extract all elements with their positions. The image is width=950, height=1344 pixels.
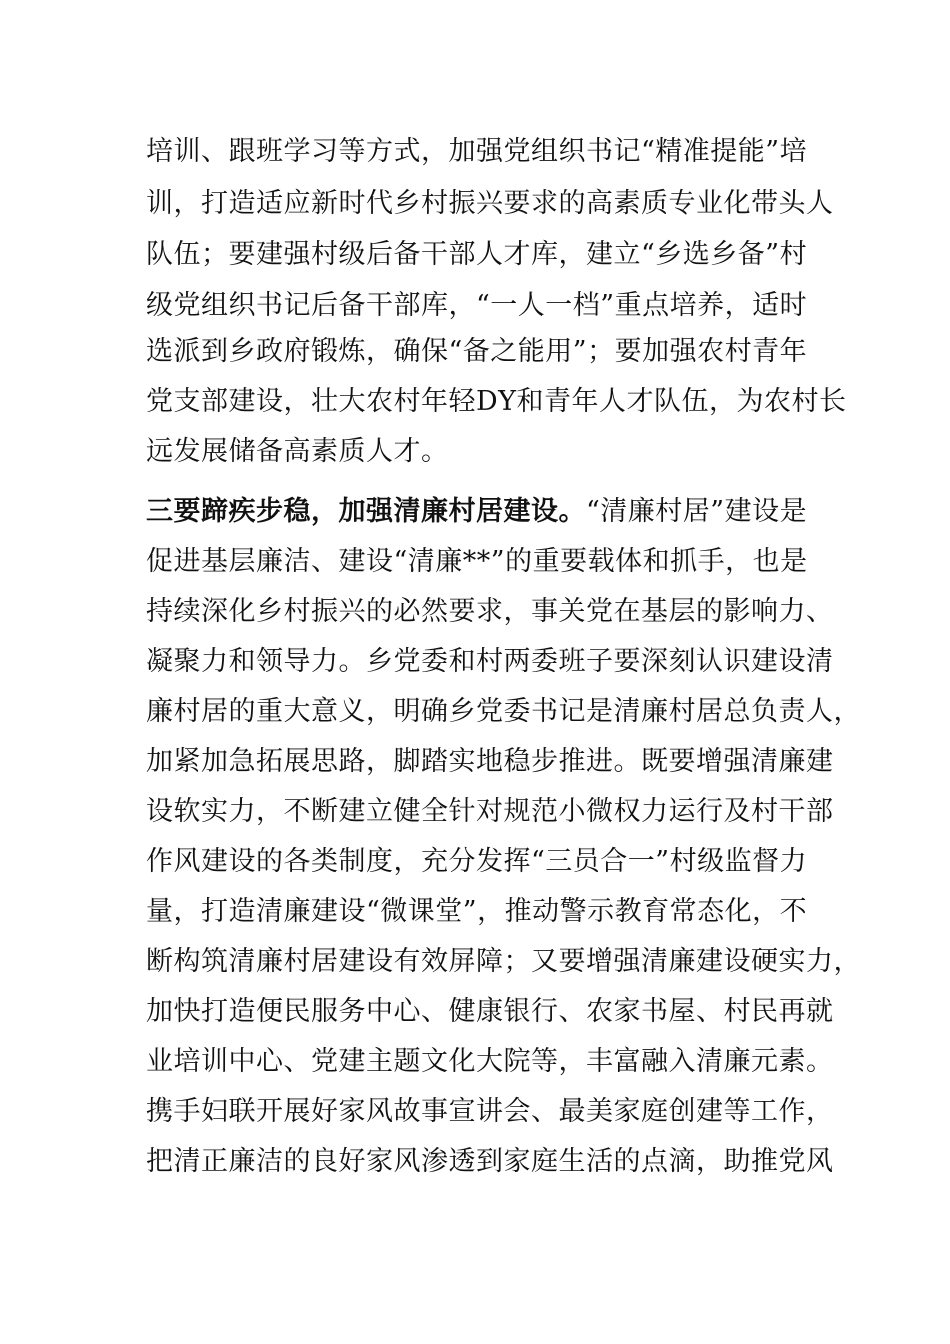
p2-line-13: 携手妇联开展好家风故事宣讲会、最美家庭创建等工作， — [146, 1096, 834, 1127]
section-heading: 三要蹄疾步稳，加强清廉村居建设。 — [146, 496, 586, 527]
p2-line-10: 断构筑清廉村居建设有效屏障；又要增强清廉建设硬实力， — [146, 946, 861, 977]
p1-line-5: 选派到乡政府锻炼，确保“备之能用”；要加强农村青年 — [146, 336, 808, 367]
p2-line-11: 加快打造便民服务中心、健康银行、农家书屋、村民再就 — [146, 996, 834, 1027]
p2-line-1 — [146, 495, 807, 529]
p1-line-7: 远发展储备高素质人才。 — [146, 436, 449, 467]
p1-line-4: 级党组织书记后备干部库，“一人一档”重点培养，适时 — [146, 290, 808, 321]
p2-line-9: 量，打造清廉建设“微课堂”，推动警示教育常态化，不 — [146, 896, 808, 927]
p2-line-8: 作风建设的各类制度，充分发挥“三员合一”村级监督力 — [146, 846, 808, 877]
p1-line-6: 党支部建设，壮大农村年轻DY和青年人才队伍，为农村长 — [146, 386, 847, 417]
p2-line-1-rest: “清廉村居”建设是 — [586, 496, 808, 527]
p2-line-5: 廉村居的重大意义，明确乡党委书记是清廉村居总负责人， — [146, 696, 861, 727]
p1-line-2: 训，打造适应新时代乡村振兴要求的高素质专业化带头人 — [146, 188, 834, 219]
p2-line-12: 业培训中心、党建主题文化大院等，丰富融入清廉元素。 — [146, 1046, 834, 1077]
p1-line-3: 队伍；要建强村级后备干部人才库，建立“乡选乡备”村 — [146, 239, 808, 270]
p2-line-4: 凝聚力和领导力。乡党委和村两委班子要深刻认识建设清 — [146, 646, 834, 677]
p2-line-6: 加紧加急拓展思路，脚踏实地稳步推进。既要增强清廉建 — [146, 746, 834, 777]
p1-line-1: 培训、跟班学习等方式，加强党组织书记“精准提能”培 — [146, 136, 808, 167]
p2-line-3: 持续深化乡村振兴的必然要求，事关党在基层的影响力、 — [146, 596, 834, 627]
p2-line-14: 把清正廉洁的良好家风渗透到家庭生活的点滴，助推党风 — [146, 1146, 834, 1177]
p2-line-2: 促进基层廉洁、建设“清廉**”的重要载体和抓手，也是 — [146, 546, 808, 577]
p2-line-7: 设软实力，不断建立健全针对规范小微权力运行及村干部 — [146, 796, 834, 827]
